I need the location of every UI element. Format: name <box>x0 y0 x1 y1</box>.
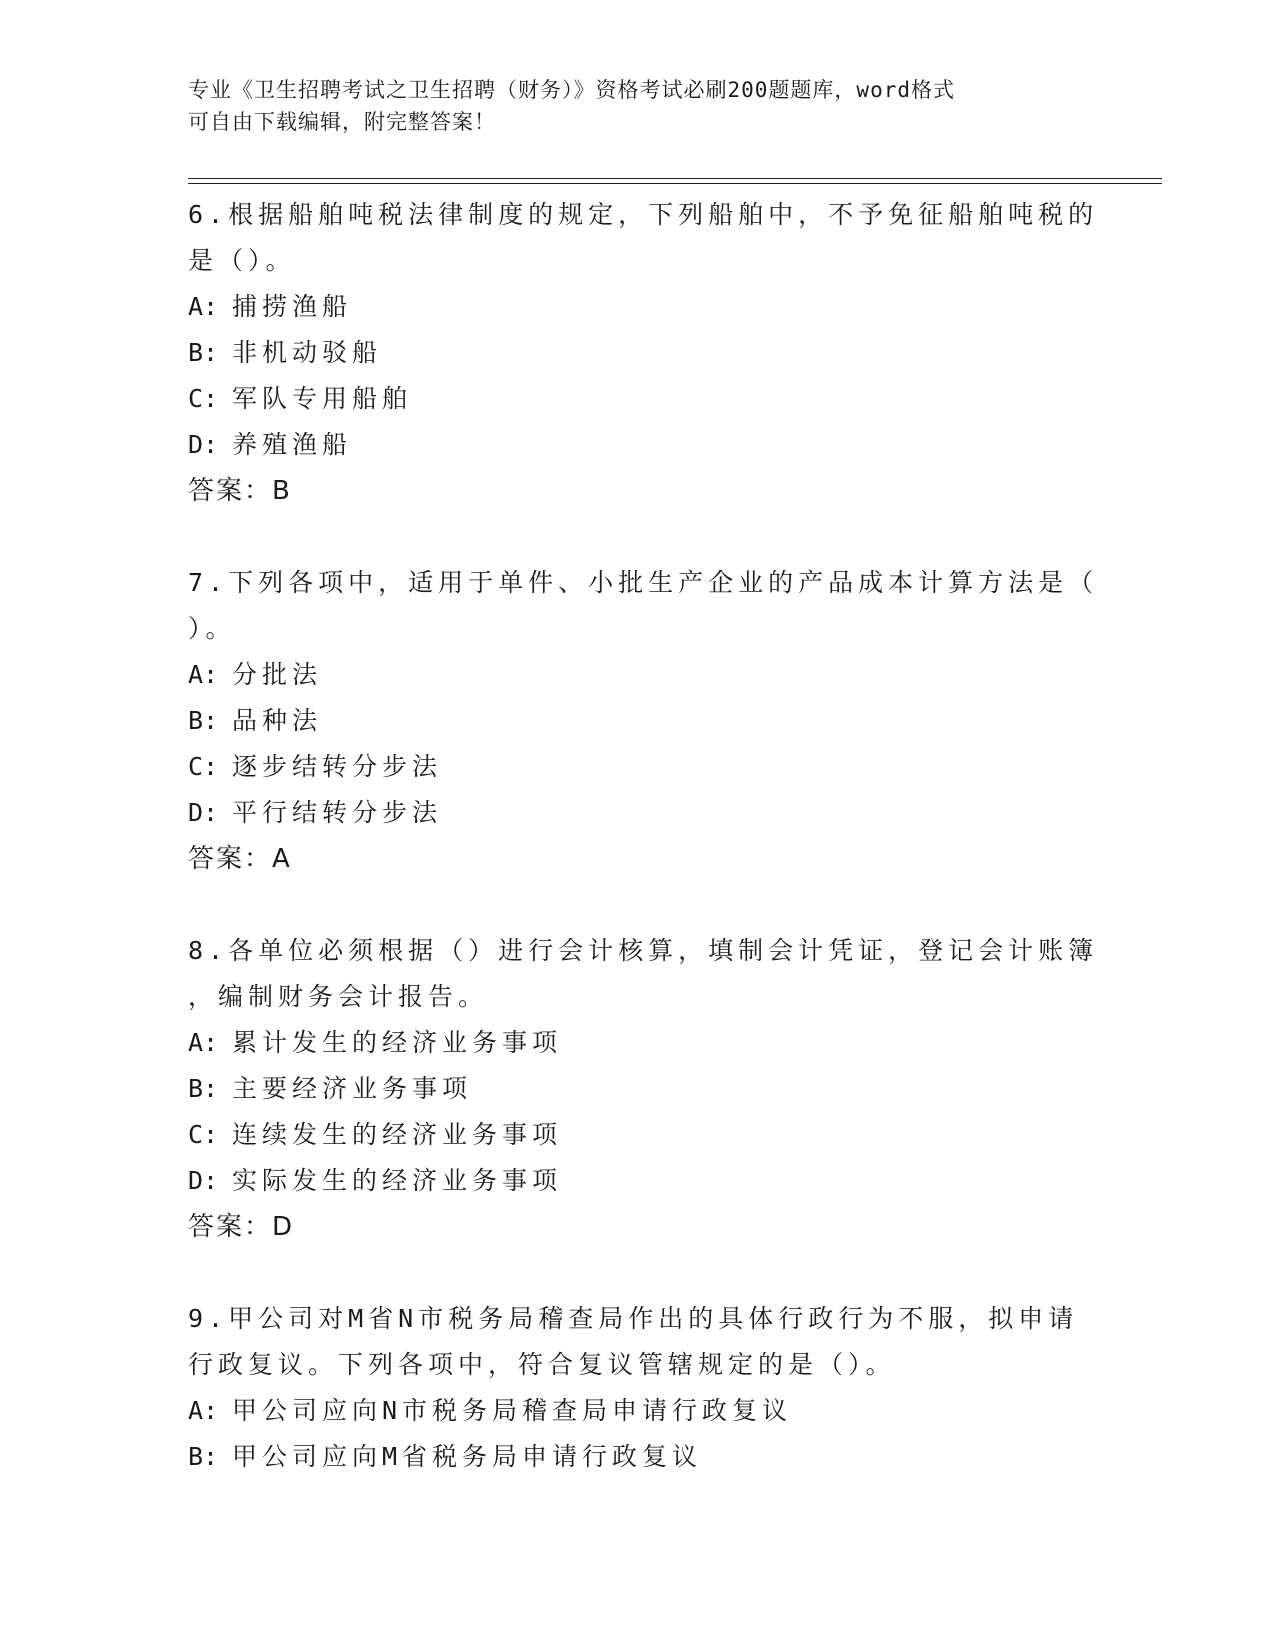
option-a <box>188 652 1088 698</box>
option-letter: A: <box>188 1396 219 1425</box>
option-letter: B: <box>188 1442 219 1471</box>
question-stem-line: 6.根据船舶吨税法律制度的规定，下列船舶中，不予免征船舶吨税的 <box>188 200 1099 229</box>
option-letter: B: <box>188 706 219 735</box>
option-b <box>188 1066 1088 1112</box>
question-7 <box>188 560 1099 882</box>
question-6 <box>188 192 1099 514</box>
option-c <box>188 1112 1088 1158</box>
option-b <box>188 330 1088 376</box>
option-letter: D: <box>188 1166 219 1195</box>
option-letter: B: <box>188 1074 219 1103</box>
header-line-1: 专业《卫生招聘考试之卫生招聘（财务）》资格考试必刷200题题库，word格式 <box>188 78 955 102</box>
option-letter: A: <box>188 660 219 689</box>
answer-line: 答案：A <box>188 844 292 874</box>
option-letter: C: <box>188 1120 219 1149</box>
option-text: 连续发生的经济业务事项 <box>232 1120 563 1149</box>
option-a <box>188 1020 1088 1066</box>
option-text: 捕捞渔船 <box>232 292 353 321</box>
question-stem-line: 7.下列各项中，适用于单件、小批生产企业的产品成本计算方法是（ <box>188 568 1099 597</box>
option-letter: C: <box>188 752 219 781</box>
option-b <box>188 698 1088 744</box>
option-c <box>188 376 1088 422</box>
option-text: 甲公司应向N市税务局稽查局申请行政复议 <box>232 1396 793 1425</box>
option-text: 非机动驳船 <box>232 338 383 367</box>
option-c <box>188 744 1088 790</box>
option-text: 平行结转分步法 <box>232 798 443 827</box>
option-a <box>188 1388 1088 1434</box>
option-text: 甲公司应向M省税务局申请行政复议 <box>232 1442 703 1471</box>
option-text: 累计发生的经济业务事项 <box>232 1028 563 1057</box>
question-gap <box>188 1250 1088 1296</box>
header-divider-bottom <box>188 183 1162 184</box>
option-text: 主要经济业务事项 <box>232 1074 473 1103</box>
question-stem-line: ）。 <box>188 614 236 643</box>
option-d <box>188 1158 1088 1204</box>
question-stem-line: ，编制财务会计报告。 <box>188 982 489 1011</box>
answer-line: 答案：D <box>188 1212 295 1242</box>
answer-line: 答案：B <box>188 476 292 506</box>
header-divider-top <box>188 178 1162 179</box>
option-text: 军队专用船舶 <box>232 384 413 413</box>
option-d <box>188 422 1088 468</box>
question-gap <box>188 514 1088 560</box>
question-stem-line: 8.各单位必须根据（）进行会计核算，填制会计凭证，登记会计账簿 <box>188 936 1099 965</box>
option-letter: A: <box>188 292 219 321</box>
option-a <box>188 284 1088 330</box>
question-list <box>188 192 1099 1480</box>
option-d <box>188 790 1088 836</box>
question-stem-line: 是（）。 <box>188 246 296 275</box>
option-b <box>188 1434 1088 1480</box>
option-letter: D: <box>188 430 219 459</box>
option-letter: D: <box>188 798 219 827</box>
header-line-2: 可自由下载编辑，附完整答案！ <box>188 110 496 134</box>
option-text: 养殖渔船 <box>232 430 353 459</box>
question-8 <box>188 928 1099 1250</box>
option-letter: A: <box>188 1028 219 1057</box>
question-gap <box>188 882 1088 928</box>
option-text: 分批法 <box>232 660 323 689</box>
question-stem-line: 行政复议。下列各项中，符合复议管辖规定的是（）。 <box>188 1350 896 1379</box>
option-text: 品种法 <box>232 706 323 735</box>
option-text: 实际发生的经济业务事项 <box>232 1166 563 1195</box>
option-letter: C: <box>188 384 219 413</box>
option-text: 逐步结转分步法 <box>232 752 443 781</box>
option-letter: B: <box>188 338 219 367</box>
question-stem-line: 9.甲公司对M省N市税务局稽查局作出的具体行政行为不服，拟申请 <box>188 1304 1079 1333</box>
question-9 <box>188 1296 1088 1480</box>
document-header <box>188 74 1088 138</box>
